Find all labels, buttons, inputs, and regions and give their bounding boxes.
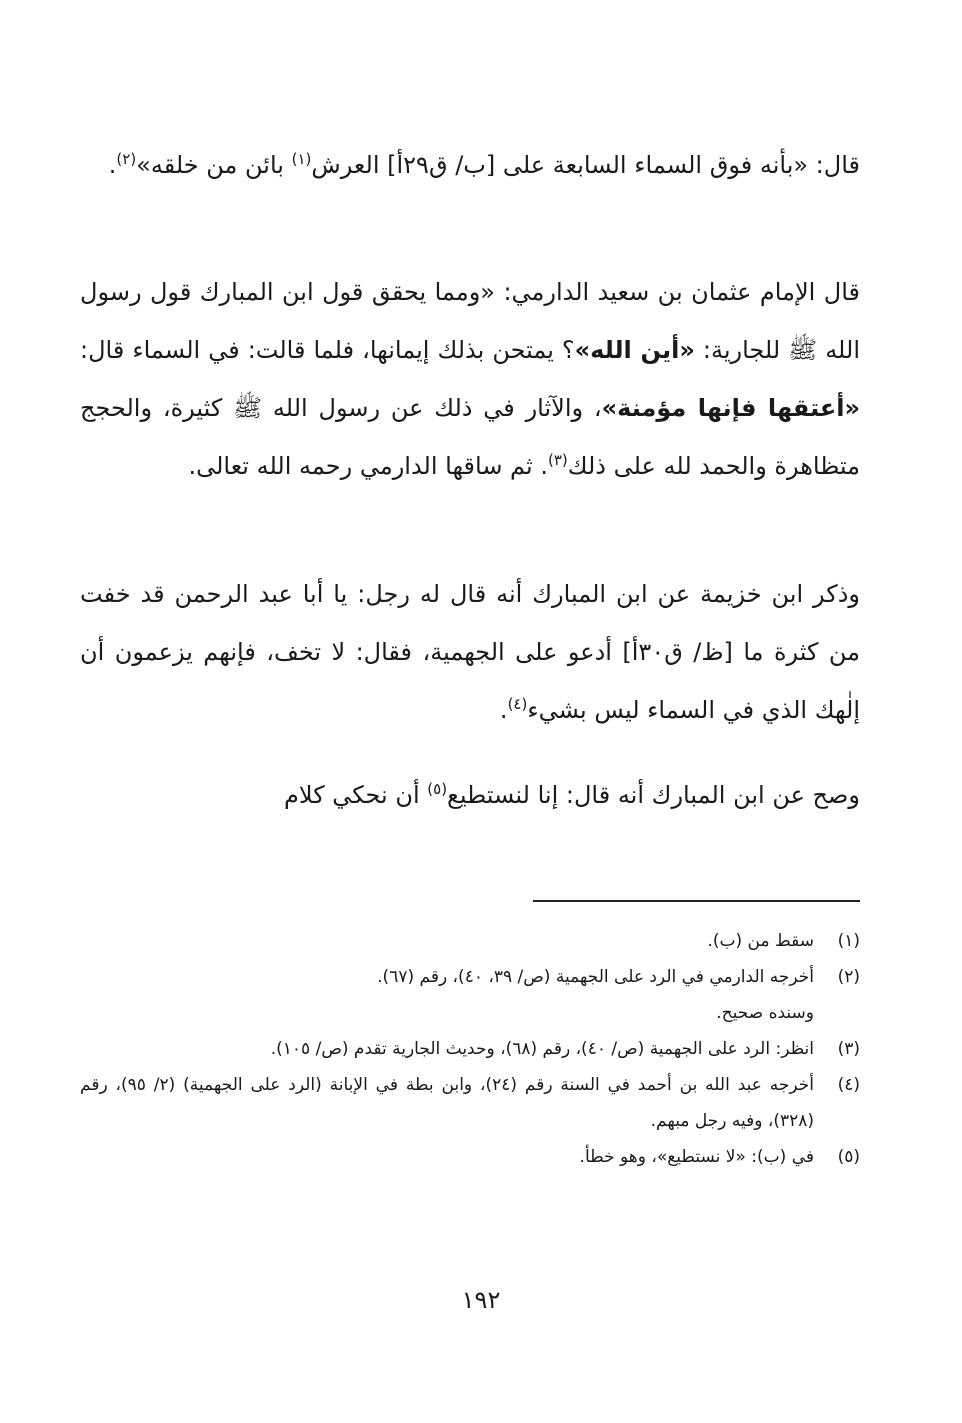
paragraph-2 (80, 263, 888, 495)
footnote-number: (٣) (837, 1039, 860, 1059)
p3-text-2: . (499, 696, 508, 724)
footnote-text: سقط من (ب). (707, 931, 814, 951)
footnote-ref-2: (٢) (116, 150, 137, 168)
footnote-number: (٢) (837, 967, 860, 987)
p1-text-1: قال: «بأنه فوق السماء السابعة على [ب/ ق٢٩أ] العرش (311, 151, 860, 179)
footnote-2-continuation: وسنده صحيح. (716, 1003, 814, 1023)
footnote-3 (80, 1031, 860, 1067)
footnote-text: أخرجه الدارمي في الرد على الجهمية (ص/ ٣٩، ٤٠)، رقم (٦٧). (377, 967, 814, 987)
p4-text-2: أن نحكي كلام (284, 781, 428, 809)
footnote-ref-5: (٥) (427, 780, 448, 798)
footnote-text: أخرجه عبد الله بن أحمد في السنة رقم (٢٤)، وابن بطة في الإبانة (الرد على الجهمية) (٢/ ٩٥)، رقم (٣٢٨)، وفيه رجل مبهم. (80, 1075, 814, 1131)
p3-text-1: وذكر ابن خزيمة عن ابن المبارك أنه قال له رجل: يا أبا عبد الرحمن قد خفت من كثرة ما [ظ/ ق٣٠أ] أدعو على الجهمية، فقال: لا تخف، فإنهم يزعمون أن إلٰهك الذي في السماء ليس بشيء (80, 580, 860, 724)
page-number: ١٩٢ (461, 1286, 501, 1314)
p2-text-3: ، والآثار في ذلك عن رسول الله ﷺ كثيرة، والحجج متظاهرة والحمد لله على ذلك (80, 394, 860, 480)
paragraph-1 (80, 136, 860, 194)
p2-text-4: . ثم ساقها الدارمي رحمه الله تعالى. (188, 452, 548, 480)
p1-text-3: . (108, 151, 117, 179)
footnote-1 (80, 923, 860, 959)
footnote-5 (80, 1139, 860, 1175)
p2-text-2: ؟ يمتحن بذلك إيمانها، فلما قالت: في السماء قال: (80, 336, 575, 364)
p2-bold-1: «أين الله» (574, 336, 695, 364)
p2-text-1: قال الإمام عثمان بن سعيد الدارمي: «ومما يحقق قول ابن المبارك قول رسول الله ﷺ للجارية: (80, 278, 860, 364)
footnote-2 (80, 959, 860, 995)
footnote-number: (١) (837, 931, 860, 951)
footnote-text: انظر: الرد على الجهمية (ص/ ٤٠)، رقم (٦٨)، وحديث الجارية تقدم (ص/ ١٠٥). (270, 1039, 814, 1059)
p4-text-1: وصح عن ابن المبارك أنه قال: إنا لنستطيع (447, 781, 860, 809)
p2-bold-2: «أعتقها فإنها مؤمنة» (601, 394, 860, 422)
footnote-separator (533, 900, 860, 902)
footnote-number: (٤) (837, 1075, 860, 1095)
paragraph-3 (80, 565, 888, 739)
footnote-4 (80, 1067, 860, 1139)
footnote-ref-3: (٣) (547, 451, 568, 469)
footnote-number: (٥) (837, 1147, 860, 1167)
footnote-text: في (ب): «لا نستطيع»، وهو خطأ. (579, 1147, 814, 1167)
paragraph-4 (80, 766, 888, 824)
footnotes (80, 923, 860, 1175)
footnote-ref-1: (١) (291, 150, 312, 168)
p1-text-2: بائن من خلقه» (136, 151, 292, 179)
footnote-ref-4: (٤) (507, 695, 528, 713)
